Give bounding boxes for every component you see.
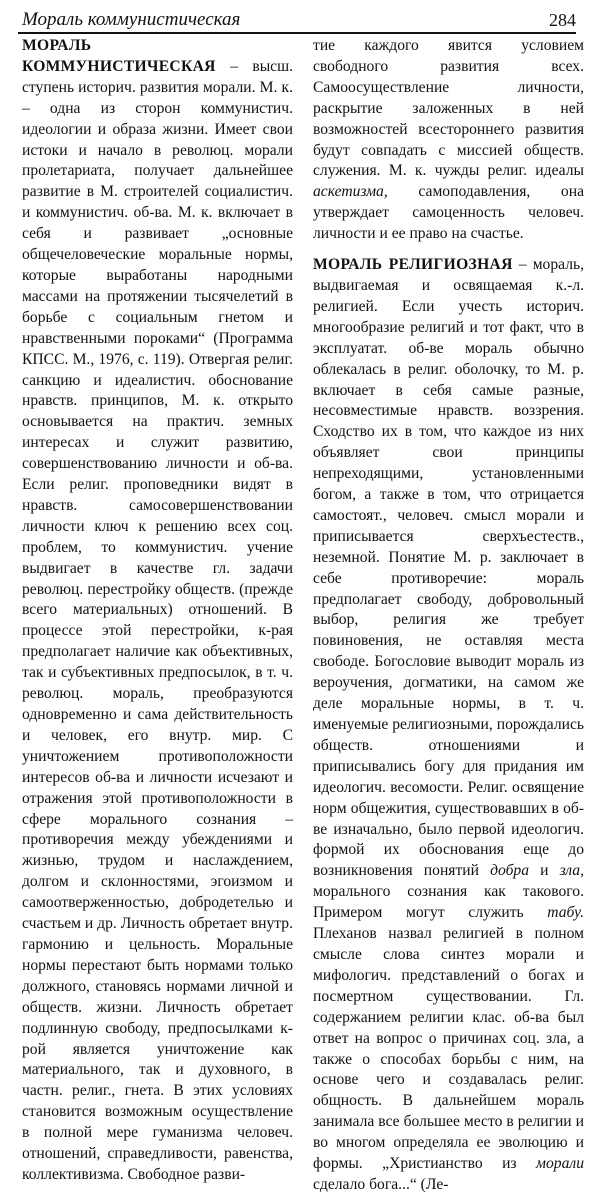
entry-moral-religious — [313, 255, 584, 1196]
entry-text: и — [529, 862, 560, 880]
entry-moral-communist — [22, 36, 293, 1186]
italic-term: зла, — [559, 862, 584, 880]
right-column — [313, 36, 584, 1196]
entry-text: морального сознания как такового. Примером могут служить — [313, 883, 584, 922]
entry-text: – высш. ступень историч. развития морали. М. к. – одна из сторон коммунистич. идеологии и образа жизни. Имеет свои истоки и начало в революц. морали пролетариата, получает дальнейшее развитие в М. строителей социалистич. и коммунистич. об-ва. М. к. включает в себя и развивает „основные общечеловеческие моральные нормы, которые выработаны народными массами на протяжении тысячелетий в борьбе с социальным гнетом и нравственными пороками“ (Программа КПСС. М., 1976, с. 119). Отвергая религ. санкцию и идеалистич. обоснование нравств. принципов, М. к. открыто основывается на практич. земных интересах и служит развитию, совершенствованию личности и об-ва. Если религ. проповедники видят в нравств. самосовершенствовании личности ключ к решению всех соц. проблем, то коммунистич. учение выдвигает в качестве гл. задачи революц. перестройку обществ. (прежде всего материальных) отношений. В процессе этой перестройки, к-рая предполагает наличие как объективных, так и субъективных предпосылок, в т. ч. революц. мораль, преобразуются одновременно и сама действительность и человек, его внутр. мир. С уничтожением противоположности интересов об-ва и личности исчезают и отражения этой противоположности в сфере морального сознания – противоречия между убеждениями и жизнью, трудом и наслаждением, долгом и склонностями, эгоизмом и самоотверженностью, добродетелью и счастьем и др. Личность обретает внутр. гармонию и цельность. Моральные нормы перестают быть нормами только должного, становясь нормами личной и обществ. жизни. Личность обретает подлинную свободу, предпосылками к-рой является уничтожение как материального, так и духовного, в частн. религ., гнета. В этих условиях становится возможным осуществление в полной мере гуманизма человеч. отношений, справедливости, равенства, коллективизма. Свободное разви- — [22, 57, 293, 1183]
entry-continuation — [313, 36, 584, 245]
entry-text: сделало бога...“ (Ле- — [313, 1175, 449, 1193]
running-header — [18, 8, 576, 34]
italic-term: морали — [536, 1155, 584, 1173]
running-title: Мораль коммунистическая — [22, 9, 241, 30]
left-column — [22, 36, 293, 1186]
italic-term: аскетизма, — [313, 183, 388, 201]
entry-text: – мораль, выдвигаемая и освящаемая к.-л. религией. Если учесть историч. многообразие религий и тот факт, что в эксплуатат. об-ве мораль обычно облекалась в религ. оболочку, то М. р. включает в себя самые разные, несовместимые нравств. воззрения. Сходство их в том, что каждое из них объявляет свои принципы непреходящими, установленными богом, а также в том, что отрицается самостоят., человеч. смысл морали и приписывается сверхъестеств., неземной. Понятие М. р. заключает в себе противоречие: мораль предполагает свободу, добровольный выбор, религия же требует повиновения, не оставляя места свободе. Богословие выводит мораль из вероучения, догматики, на самом же деле моральные нормы, в т. ч. именуемые религиозными, порождались обществ. отношениями и приписывались богу для придания им идеологич. весомости. Религ. освящение норм общежития, существовавших в об-ве изначально, было первой идеологич. формой их обоснования еще до возникновения понятий — [313, 256, 585, 880]
italic-term: табу. — [547, 904, 584, 922]
entry-text: самоподавления, она утверждает самоценность человеч. личности и ее право на счастье. — [313, 183, 584, 243]
entry-text: тие каждого явится условием свободного развития всех. Самоосуществление личности, раскрытие заложенных в ней возможностей всестороннего развития будут совпадать с миссией обществ. служения. М. к. чужды религ. идеалы — [313, 37, 584, 180]
entry-headword: МОРАЛЬ РЕЛИГИОЗНАЯ — [313, 256, 513, 274]
entry-headword: МОРАЛЬ КОММУНИСТИЧЕСКАЯ — [22, 37, 216, 75]
italic-term: добра — [490, 862, 530, 880]
page-number: 284 — [549, 10, 576, 30]
entry-text: Плеханов назвал религией в полном смысле слова синтез морали и мифологич. представлений о богах и посмертном существовании. Гл. содержанием религии клас. об-ва был ответ на вопрос о причинах соц. зла, а также о способах борьбы с ним, на основе чего и создавалась религ. общность. В дальнейшем мораль занимала все большее место в религии и во многом определяла ее эволюцию и формы. „Христианство из — [313, 925, 584, 1173]
